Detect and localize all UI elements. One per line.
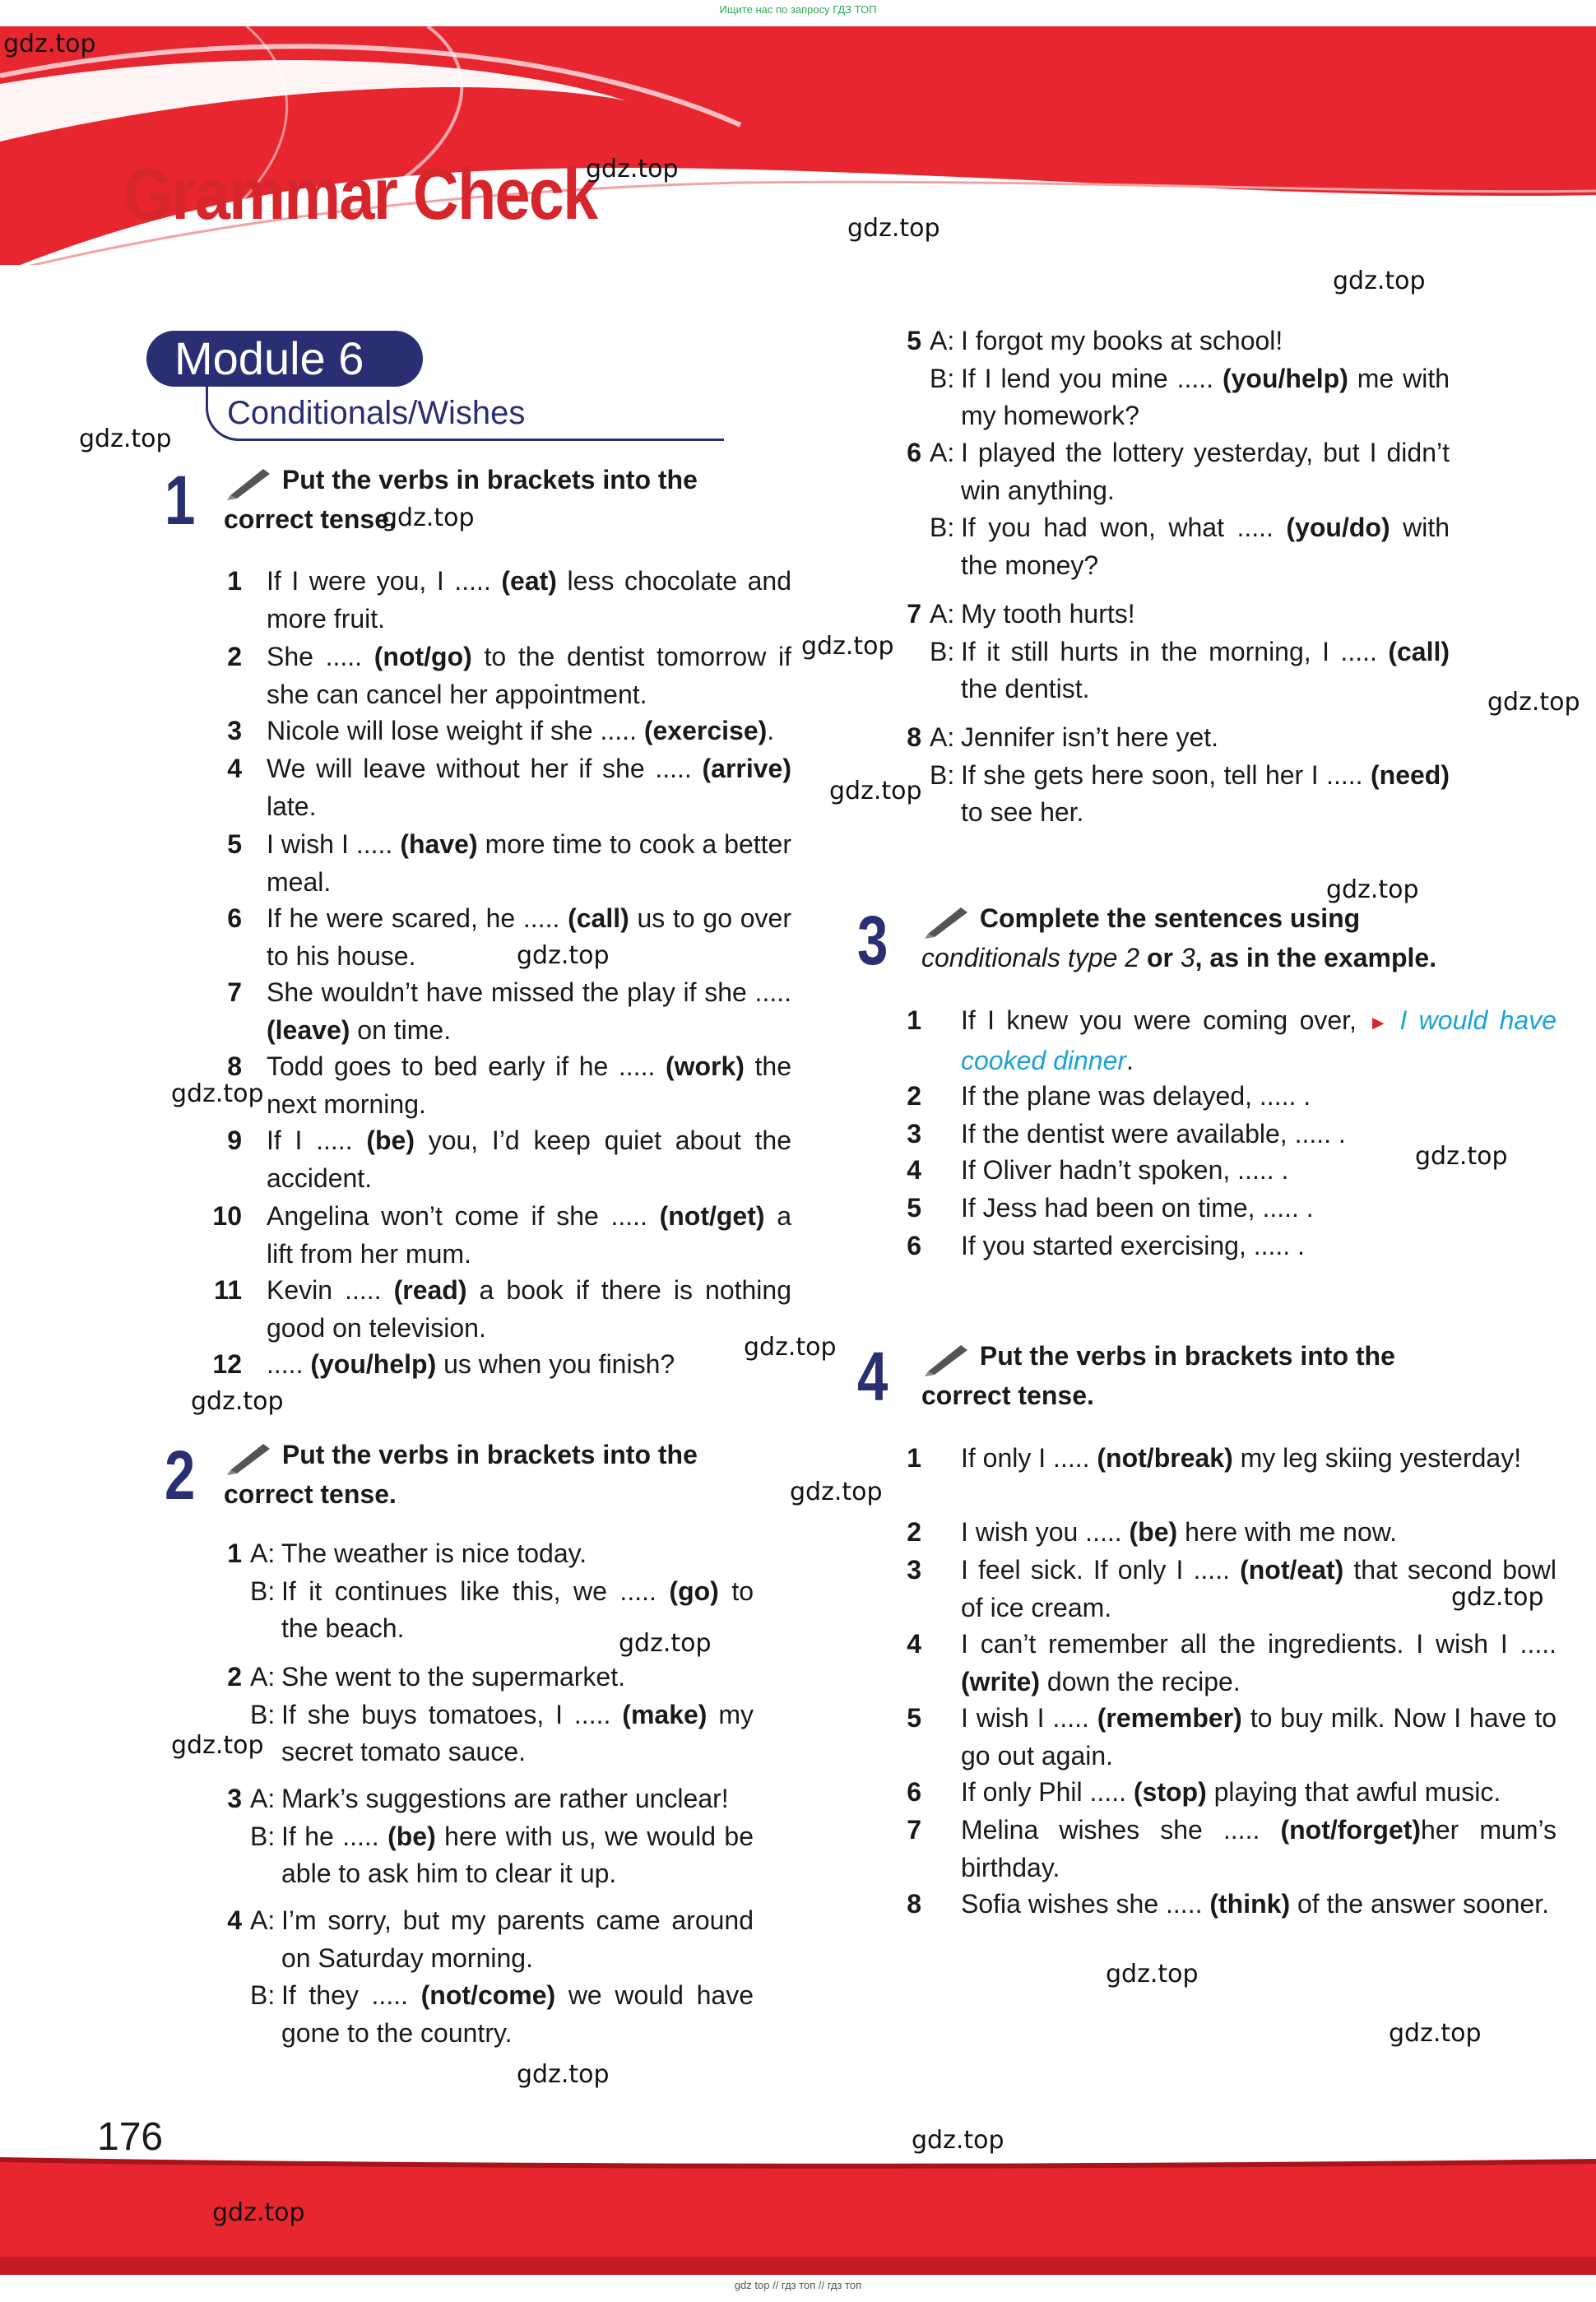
exercise-4-item-text: I feel sick. If only I ..... (not/eat) that second bowl of ice cream. <box>961 1555 1557 1622</box>
exercise-4-item-text: I wish you ..... (be) here with me now. <box>961 1517 1397 1547</box>
exercise-3-item-text: If the plane was delayed, ..... . <box>961 1081 1311 1111</box>
exercise-4-instruction-text: Put the verbs in brackets into the correct tense. <box>921 1341 1395 1410</box>
watermark: gdz.top <box>517 941 610 970</box>
exercise-1-item-text: Angelina won’t come if she ..... (not/get) a lift from her mum. <box>267 1201 791 1269</box>
speaker-b: B: <box>250 1980 276 2010</box>
watermark: gdz.top <box>171 1079 264 1108</box>
exercise-1-instruction-text: Put the verbs in brackets into the correct tense. <box>224 465 698 534</box>
exercise-4-item-text: If only I ..... (not/break) my leg skiing yesterday! <box>961 1443 1522 1473</box>
dialogue-line-b: If it continues like this, we ..... (go) to the beach. <box>281 1576 754 1643</box>
speaker-b: B: <box>930 636 955 666</box>
exercise-1-item-text: If he were scared, he ..... (call) us to go over to his house. <box>267 903 791 971</box>
exercise-1-item-number: 3 <box>227 716 242 745</box>
speaker-b: B: <box>250 1576 276 1606</box>
exercise-2-item-number: 8 <box>907 722 921 752</box>
dialogue-line-a: I’m sorry, but my parents came around on Saturday morning. <box>281 1905 754 1973</box>
exercise-3-item-text: If Oliver hadn’t spoken, ..... . <box>961 1155 1289 1185</box>
exercise-2-item-number: 6 <box>907 438 921 467</box>
exercise-4-item-number: 3 <box>907 1555 921 1585</box>
watermark: gdz.top <box>829 777 922 805</box>
exercise-1-item-text: Todd goes to bed early if he ..... (work) the next morning. <box>267 1051 792 1119</box>
speaker-a: A: <box>930 326 955 355</box>
exercise-1-item-number: 8 <box>227 1051 242 1081</box>
speaker-b: B: <box>250 1699 276 1729</box>
exercise-1-item-text: If I were you, I ..... (eat) less chocolate and more fruit. <box>267 566 792 634</box>
speaker-a: A: <box>930 722 955 752</box>
exercise-1-instruction <box>224 461 791 538</box>
exercise-1-item-text: She wouldn’t have missed the play if she ..... (leave) on time. <box>267 977 791 1045</box>
dialogue-line-b: If I lend you mine ..... (you/help) me with my homework? <box>961 363 1450 430</box>
exercise-3-number: 3 <box>857 902 888 979</box>
exercise-1-item-number: 10 <box>212 1201 242 1231</box>
watermark: gdz.top <box>801 632 894 661</box>
exercise-3-item-number: 4 <box>907 1155 921 1185</box>
exercise-1-item-text: Kevin ..... (read) a book if there is nothing good on television. <box>267 1275 791 1343</box>
speaker-b: B: <box>930 513 955 542</box>
speaker-b: B: <box>930 363 955 393</box>
dialogue-line-a: My tooth hurts! <box>961 599 1135 629</box>
exercise-1-item-text: She ..... (not/go) to the dentist tomorrow if she can cancel her appointment. <box>267 642 792 709</box>
exercise-1-item-text: We will leave without her if she ..... (arrive) late. <box>267 754 791 821</box>
exercise-3-item-text: If Jess had been on time, ..... . <box>961 1193 1314 1223</box>
dialogue-line-a: She went to the supermarket. <box>281 1662 625 1692</box>
exercise-4-item-number: 6 <box>907 1777 921 1807</box>
exercise-1-item-number: 7 <box>227 977 242 1007</box>
exercise-3-instruction <box>921 899 1487 977</box>
watermark: gdz.top <box>171 1731 264 1760</box>
exercise-1-item-text: Nicole will lose weight if she ..... (exercise). <box>267 716 775 745</box>
exercise-3-item-number: 5 <box>907 1193 921 1223</box>
dialogue-line-b: If she gets here soon, tell her I ..... (need) to see her. <box>961 759 1450 827</box>
watermark: gdz.top <box>1451 1583 1544 1612</box>
exercise-2-item-number: 7 <box>907 599 921 629</box>
watermark: gdz.top <box>191 1387 284 1416</box>
pencil-icon <box>921 903 972 939</box>
exercise-4-item-number: 1 <box>907 1443 921 1473</box>
watermark: gdz.top <box>912 2126 1004 2155</box>
exercise-3-instruction-text: Complete the sentences using conditionals type 2 or 3, as in the example. <box>921 903 1437 972</box>
exercise-2-instruction <box>224 1436 791 1513</box>
exercise-4-number: 4 <box>857 1338 888 1415</box>
exercise-2-number: 2 <box>165 1436 196 1514</box>
dialogue-line-a: Jennifer isn’t here yet. <box>961 722 1219 752</box>
exercise-4-item-number: 7 <box>907 1815 921 1845</box>
speaker-b: B: <box>930 759 955 790</box>
watermark: gdz.top <box>517 2060 610 2089</box>
exercise-2-item-number: 4 <box>227 1905 242 1935</box>
watermark: gdz.top <box>1415 1142 1508 1171</box>
exercise-1-item-number: 1 <box>227 566 242 596</box>
speaker-a: A: <box>930 438 955 467</box>
dialogue-line-b: If you had won, what ..... (you/do) with the money? <box>961 513 1450 580</box>
exercise-1-item-number: 12 <box>212 1349 242 1379</box>
watermark: gdz.top <box>382 504 475 532</box>
exercise-1-item-number: 9 <box>227 1125 242 1155</box>
page-title: Grammar Check <box>123 153 597 234</box>
exercise-3-item-number: 3 <box>907 1119 921 1149</box>
speaker-a: A: <box>250 1784 276 1813</box>
exercise-2-instruction-text: Put the verbs in brackets into the correct tense. <box>224 1440 698 1509</box>
module-badge: Module 6 <box>146 331 423 387</box>
watermark: gdz.top <box>1333 267 1426 295</box>
pencil-icon <box>224 464 275 500</box>
exercise-1-item-number: 2 <box>227 642 242 671</box>
dialogue-line-a: Mark’s suggestions are rather unclear! <box>281 1784 729 1813</box>
exercise-4-item-text: I can’t remember all the ingredients. I wish I ..... (write) down the recipe. <box>961 1629 1557 1696</box>
exercise-3-item-number: 2 <box>907 1081 921 1111</box>
exercise-4-instruction <box>921 1337 1487 1414</box>
exercise-4-item-text: Melina wishes she ..... (not/forget)her mum’s birthday. <box>961 1815 1557 1882</box>
exercise-4-item-number: 2 <box>907 1517 921 1547</box>
dialogue-line-b: If he ..... (be) here with us, we would be able to ask him to clear it up. <box>281 1821 754 1888</box>
dialogue-line-a: I played the lottery yesterday, but I didn’t win anything. <box>961 438 1450 505</box>
speaker-a: A: <box>250 1662 276 1692</box>
watermark: gdz.top <box>619 1629 712 1658</box>
watermark: gdz.top <box>212 2198 305 2227</box>
watermark: gdz.top <box>1487 688 1580 717</box>
dialogue-line-b: If she buys tomatoes, I ..... (make) my secret tomato sauce. <box>281 1699 754 1766</box>
watermark: gdz.top <box>586 155 679 183</box>
speaker-a: A: <box>250 1539 276 1568</box>
exercise-3-item-text: If I knew you were coming over, ► I would have cooked dinner. <box>961 1005 1557 1075</box>
exercise-4-item-text: If only Phil ..... (stop) playing that awful music. <box>961 1777 1501 1807</box>
watermark: gdz.top <box>790 1478 883 1506</box>
exercise-4-item-number: 5 <box>907 1703 921 1733</box>
exercise-1-number: 1 <box>165 462 196 539</box>
dialogue-line-a: The weather is nice today. <box>281 1539 587 1568</box>
exercise-1-item-text: If I ..... (be) you, I’d keep quiet about the accident. <box>267 1125 792 1193</box>
pencil-icon <box>921 1340 972 1376</box>
exercise-4-item-number: 8 <box>907 1889 921 1919</box>
module-subtitle: Conditionals/Wishes <box>227 395 526 431</box>
exercise-3-item-number: 1 <box>907 1005 921 1035</box>
page-number: 176 <box>97 2115 164 2159</box>
exercise-4-item-number: 4 <box>907 1629 921 1659</box>
watermark: gdz.top <box>79 425 172 453</box>
exercise-2-item-number: 2 <box>227 1662 242 1692</box>
top-note: Ищите нас по запросу ГДЗ ТОП <box>719 3 877 16</box>
pencil-icon <box>224 1439 275 1475</box>
exercise-1-item-text: ..... (you/help) us when you finish? <box>267 1349 675 1379</box>
exercise-2-item-number: 3 <box>227 1784 242 1813</box>
dialogue-line-b: If it still hurts in the morning, I ..... (call) the dentist. <box>961 636 1450 703</box>
exercise-2-item-number: 1 <box>227 1539 242 1568</box>
watermark: gdz.top <box>744 1333 837 1362</box>
exercise-4-item-text: I wish I ..... (remember) to buy milk. Now I have to go out again. <box>961 1703 1557 1771</box>
exercise-1-item-text: I wish I ..... (have) more time to cook a better meal. <box>267 829 791 897</box>
watermark: gdz.top <box>847 214 940 243</box>
speaker-b: B: <box>250 1821 276 1851</box>
watermark: gdz.top <box>1326 875 1419 904</box>
watermark: gdz.top <box>1389 2019 1482 2048</box>
watermark: gdz.top <box>1106 1960 1199 1989</box>
speaker-a: A: <box>250 1905 276 1935</box>
exercise-3-item-text: If the dentist were available, ..... . <box>961 1119 1346 1149</box>
exercise-3-item-text: If you started exercising, ..... . <box>961 1231 1305 1260</box>
bottom-note: gdz top // гдз топ // гдз топ <box>734 2279 862 2291</box>
exercise-1-item-number: 6 <box>227 903 242 933</box>
exercise-3-item-number: 6 <box>907 1231 921 1260</box>
dialogue-line-a: I forgot my books at school! <box>961 326 1283 355</box>
exercise-1-item-number: 5 <box>227 829 242 859</box>
exercise-1-item-number: 11 <box>214 1275 242 1305</box>
exercise-2-item-number: 5 <box>907 326 921 355</box>
watermark: gdz.top <box>3 30 96 58</box>
dialogue-line-b: If they ..... (not/come) we would have gone to the country. <box>281 1980 754 2048</box>
exercise-1-item-number: 4 <box>227 754 242 783</box>
speaker-a: A: <box>930 599 955 629</box>
exercise-4-item-text: Sofia wishes she ..... (think) of the answer sooner. <box>961 1889 1549 1919</box>
